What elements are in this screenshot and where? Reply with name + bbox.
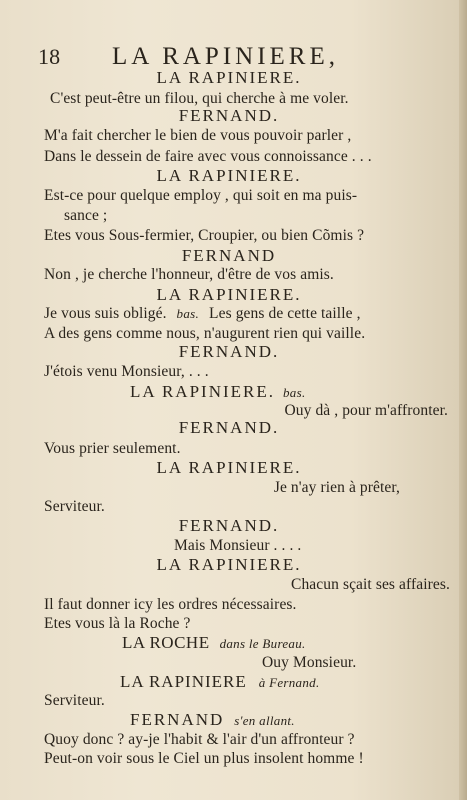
- verse-line: Dans le dessein de faire avec vous connoissance . . .: [44, 148, 372, 165]
- verse-line: Ouy Monsieur.: [262, 654, 357, 671]
- verse-line: C'est peut-être un filou, qui cherche à me voler.: [50, 90, 349, 107]
- verse-line: J'étois venu Monsieur, . . .: [44, 363, 209, 380]
- speaker-line: [0, 382, 467, 402]
- speaker-name: LA RAPINIERE: [120, 672, 247, 691]
- speaker-name: FERNAND.: [178, 106, 280, 125]
- stage-direction: à Fernand.: [258, 675, 320, 690]
- verse-line: M'a fait chercher le bien de vous pouvoir parler ,: [44, 127, 352, 144]
- verse-line: sance ;: [64, 207, 108, 224]
- verse-line: Etes vous là la Roche ?: [44, 615, 191, 632]
- speaker-line: [0, 633, 467, 653]
- stage-direction: dans le Bureau.: [219, 636, 306, 651]
- speaker-name: LA RAPINIERE.: [156, 285, 302, 304]
- verse-line: [0, 304, 467, 324]
- stage-direction: bas.: [176, 306, 200, 321]
- verse-line: Serviteur.: [44, 498, 105, 515]
- verse-line: Je n'ay rien à prêter,: [273, 479, 400, 496]
- verse-line: Mais Monsieur . . . .: [174, 537, 302, 554]
- running-title: LA RAPINIERE,: [112, 43, 339, 70]
- speaker-name: FERNAND.: [178, 418, 280, 437]
- stage-direction: bas.: [282, 385, 306, 400]
- speaker-name: FERNAND.: [178, 516, 280, 535]
- verse-line: Chacun sçait ses affaires.: [291, 576, 450, 593]
- speaker-name: FERNAND: [130, 710, 225, 729]
- speaker-line: [0, 672, 467, 692]
- verse-line: Quoy donc ? ay-je l'habit & l'air d'un affronteur ?: [44, 731, 355, 748]
- verse-line: Non , je cherche l'honneur, d'être de vos amis.: [44, 266, 334, 283]
- speaker-name: FERNAND.: [178, 342, 280, 361]
- verse-line: Vous prier seulement.: [44, 440, 181, 457]
- verse-line: Peut-on voir sous le Ciel un plus insolent homme !: [44, 750, 364, 767]
- stage-direction: s'en allant.: [234, 713, 295, 728]
- verse-text: Je vous suis obligé.: [44, 305, 167, 322]
- speaker-name: LA RAPINIERE.: [130, 382, 275, 401]
- speaker-name: LA ROCHE: [122, 633, 210, 652]
- verse-line: Ouy dà , pour m'affronter.: [284, 402, 448, 419]
- verse-line: Il faut donner icy les ordres nécessaires.: [44, 596, 297, 613]
- speaker-name: LA RAPINIERE.: [156, 166, 302, 185]
- verse-line: Etes vous Sous-fermier, Croupier, ou bien Cõmis ?: [44, 227, 365, 244]
- verse-line: Serviteur.: [44, 692, 105, 709]
- page-number: 18: [38, 44, 61, 69]
- speaker-name: LA RAPINIERE.: [156, 68, 302, 87]
- verse-line: A des gens comme nous, n'augurent rien qui vaille.: [44, 325, 366, 342]
- verse-line: Est-ce pour quelque employ , qui soit en ma puis-: [44, 187, 358, 204]
- verse-text: Les gens de cette taille ,: [209, 305, 361, 322]
- speaker-line: [0, 710, 467, 730]
- speaker-name: LA RAPINIERE.: [156, 458, 302, 477]
- speaker-name: FERNAND: [181, 246, 277, 265]
- speaker-name: LA RAPINIERE.: [156, 555, 302, 574]
